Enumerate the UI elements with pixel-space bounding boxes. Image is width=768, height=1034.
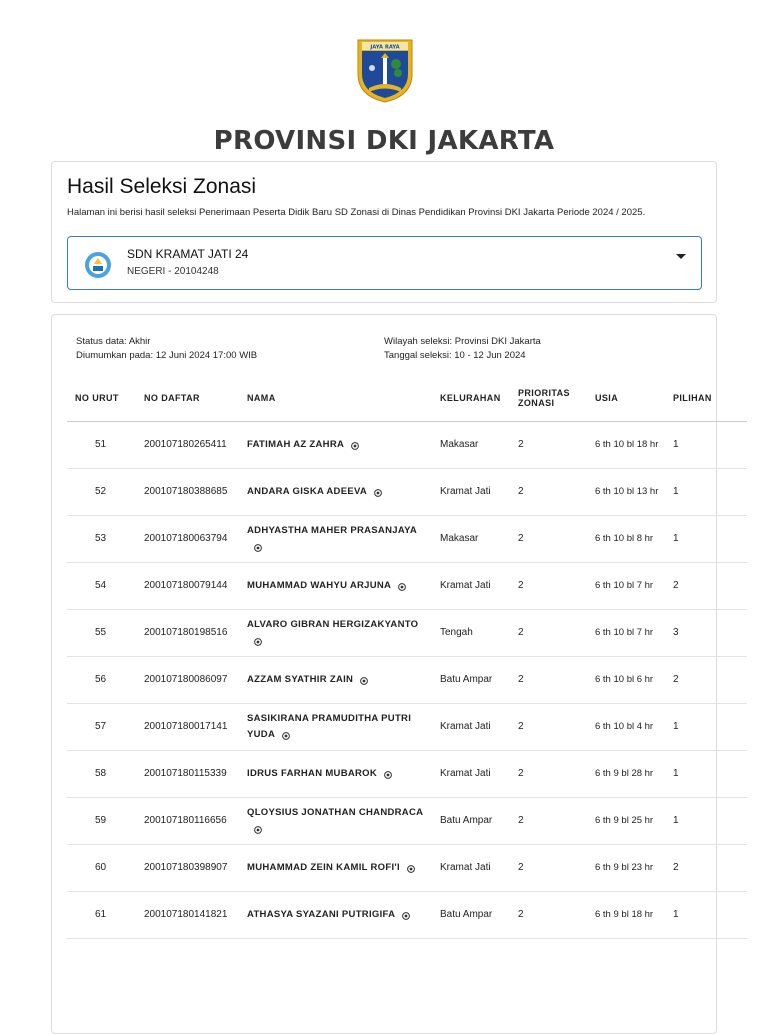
cell-usia: 6 th 10 bl 7 hr: [595, 610, 673, 657]
student-name: MUHAMMAD ZEIN KAMIL ROFI'I: [247, 862, 400, 873]
cell-usia: 6 th 10 bl 13 hr: [595, 469, 673, 516]
cell-prioritas: 2: [518, 845, 595, 892]
status-data: Status data: Akhir: [76, 336, 151, 347]
table-row: [67, 422, 747, 469]
cell-no-daftar: 200107180116656: [144, 798, 247, 845]
cell-no-urut: 58: [67, 751, 144, 798]
cell-no-urut: 54: [67, 563, 144, 610]
cell-prioritas: 2: [518, 469, 595, 516]
student-name: ANDARA GISKA ADEEVA: [247, 486, 368, 497]
table-row: [67, 845, 747, 892]
cell-usia: 6 th 10 bl 8 hr: [595, 516, 673, 563]
page-description: Halaman ini berisi hasil seleksi Penerimaan Peserta Didik Baru SD Zonasi di Dinas Pendidikan Provinsi DKI Jakarta Periode 2024 / 2025.: [67, 207, 646, 218]
col-no-daftar[interactable]: NO DAFTAR: [144, 375, 247, 422]
cell-nama: [247, 422, 440, 469]
cell-usia: 6 th 10 bl 18 hr: [595, 422, 673, 469]
table-row: [67, 798, 747, 845]
cell-no-urut: 60: [67, 845, 144, 892]
cell-kelurahan: Batu Ampar: [440, 798, 518, 845]
page-title: Hasil Seleksi Zonasi: [67, 175, 257, 198]
cell-kelurahan: Tengah: [440, 610, 518, 657]
cell-kelurahan: Kramat Jati: [440, 751, 518, 798]
cell-no-daftar: 200107180017141: [144, 704, 247, 751]
cell-kelurahan: Makasar: [440, 422, 518, 469]
cell-usia: 6 th 9 bl 25 hr: [595, 798, 673, 845]
cell-prioritas: 2: [518, 563, 595, 610]
view-detail-icon[interactable]: [253, 636, 263, 644]
view-detail-icon[interactable]: [359, 675, 369, 683]
cell-usia: 6 th 10 bl 6 hr: [595, 657, 673, 704]
cell-usia: 6 th 9 bl 18 hr: [595, 892, 673, 939]
cell-kelurahan: Kramat Jati: [440, 845, 518, 892]
col-prioritas-zonasi[interactable]: PRIORITAS ZONASI: [518, 375, 595, 422]
cell-kelurahan: Makasar: [440, 516, 518, 563]
cell-nama: [247, 516, 440, 563]
col-no-urut[interactable]: NO URUT: [67, 375, 144, 422]
results-table-scroll[interactable]: [67, 375, 712, 975]
cell-no-urut: 53: [67, 516, 144, 563]
cell-no-urut: 55: [67, 610, 144, 657]
cell-prioritas: 2: [518, 751, 595, 798]
announce-date: Diumumkan pada: 12 Juni 2024 17:00 WIB: [76, 350, 258, 361]
cell-nama: [247, 469, 440, 516]
cell-nama: [247, 657, 440, 704]
student-name: ATHASYA SYAZANI PUTRIGIFA: [247, 909, 396, 920]
view-detail-icon[interactable]: [350, 440, 360, 448]
col-nama[interactable]: NAMA: [247, 375, 440, 422]
table-row: [67, 704, 747, 751]
col-usia[interactable]: USIA: [595, 375, 673, 422]
cell-kelurahan: Batu Ampar: [440, 892, 518, 939]
view-detail-icon[interactable]: [406, 863, 416, 871]
cell-no-urut: 52: [67, 469, 144, 516]
school-select[interactable]: [67, 236, 702, 290]
cell-usia: 6 th 10 bl 4 hr: [595, 704, 673, 751]
cell-no-urut: 56: [67, 657, 144, 704]
results-card: [51, 314, 717, 1034]
cell-prioritas: 2: [518, 610, 595, 657]
results-table: [67, 375, 747, 939]
cell-no-daftar: 200107180086097: [144, 657, 247, 704]
table-row: [67, 892, 747, 939]
tut-wuri-handayani-icon: [84, 251, 112, 279]
school-npsn: NEGERI - 20104248: [127, 266, 219, 277]
student-name: IDRUS FARHAN MUBAROK: [247, 768, 378, 779]
table-row: [67, 563, 747, 610]
col-kelurahan[interactable]: KELURAHAN: [440, 375, 518, 422]
table-row: [67, 469, 747, 516]
cell-usia: 6 th 9 bl 28 hr: [595, 751, 673, 798]
cell-kelurahan: Kramat Jati: [440, 563, 518, 610]
view-detail-icon[interactable]: [253, 542, 263, 550]
cell-pilihan: 1: [673, 751, 747, 798]
student-name: MUHAMMAD WAHYU ARJUNA: [247, 580, 392, 591]
cell-nama: [247, 845, 440, 892]
view-detail-icon[interactable]: [383, 769, 393, 777]
table-row: [67, 610, 747, 657]
view-detail-icon[interactable]: [281, 730, 291, 738]
cell-pilihan: 2: [673, 563, 747, 610]
cell-prioritas: 2: [518, 516, 595, 563]
cell-no-urut: 57: [67, 704, 144, 751]
cell-kelurahan: Kramat Jati: [440, 469, 518, 516]
cell-pilihan: 2: [673, 845, 747, 892]
province-title: PROVINSI DKI JAKARTA: [213, 126, 555, 156]
student-name: ADHYASTHA MAHER PRASANJAYA: [247, 525, 418, 536]
cell-no-daftar: 200107180265411: [144, 422, 247, 469]
cell-pilihan: 1: [673, 516, 747, 563]
cell-nama: [247, 610, 440, 657]
cell-pilihan: 1: [673, 892, 747, 939]
cell-no-urut: 59: [67, 798, 144, 845]
crest-motto: JAYA RAYA: [370, 44, 400, 51]
view-detail-icon[interactable]: [253, 824, 263, 832]
cell-pilihan: 1: [673, 798, 747, 845]
cell-no-urut: 51: [67, 422, 144, 469]
table-header-row: [67, 375, 747, 422]
cell-prioritas: 2: [518, 422, 595, 469]
cell-prioritas: 2: [518, 704, 595, 751]
view-detail-icon[interactable]: [397, 581, 407, 589]
student-name: ALVARO GIBRAN HERGIZAKYANTO: [247, 619, 419, 630]
caret-down-icon[interactable]: [675, 251, 687, 261]
cell-no-daftar: 200107180115339: [144, 751, 247, 798]
cell-pilihan: 2: [673, 657, 747, 704]
cell-no-daftar: 200107180398907: [144, 845, 247, 892]
cell-nama: [247, 563, 440, 610]
cell-no-daftar: 200107180388685: [144, 469, 247, 516]
table-row: [67, 751, 747, 798]
selection-region: Wilayah seleksi: Provinsi DKI Jakarta: [384, 336, 541, 347]
cell-no-daftar: 200107180063794: [144, 516, 247, 563]
cell-pilihan: 1: [673, 422, 747, 469]
cell-prioritas: 2: [518, 798, 595, 845]
table-row: [67, 657, 747, 704]
cell-nama: [247, 892, 440, 939]
col-pilihan[interactable]: PILIHAN: [673, 375, 747, 422]
student-name: SASIKIRANA PRAMUDITHA PUTRI YUDA: [247, 713, 412, 740]
cell-pilihan: 3: [673, 610, 747, 657]
student-name: FATIMAH AZ ZAHRA: [247, 439, 345, 450]
cell-usia: 6 th 9 bl 23 hr: [595, 845, 673, 892]
cell-prioritas: 2: [518, 892, 595, 939]
cell-nama: [247, 798, 440, 845]
jakarta-crest-logo: [356, 38, 414, 104]
view-detail-icon[interactable]: [373, 487, 383, 495]
selection-info-card: [51, 161, 717, 303]
student-name: QLOYSIUS JONATHAN CHANDRACA: [247, 807, 424, 818]
cell-no-urut: 61: [67, 892, 144, 939]
cell-no-daftar: 200107180141821: [144, 892, 247, 939]
selection-date: Tanggal seleksi: 10 - 12 Jun 2024: [384, 350, 526, 361]
school-name: SDN KRAMAT JATI 24: [127, 247, 249, 261]
cell-nama: [247, 751, 440, 798]
cell-pilihan: 1: [673, 704, 747, 751]
student-name: AZZAM SYATHIR ZAIN: [247, 674, 354, 685]
cell-kelurahan: Kramat Jati: [440, 704, 518, 751]
cell-no-daftar: 200107180198516: [144, 610, 247, 657]
cell-pilihan: 1: [673, 469, 747, 516]
cell-no-daftar: 200107180079144: [144, 563, 247, 610]
cell-kelurahan: Batu Ampar: [440, 657, 518, 704]
cell-usia: 6 th 10 bl 7 hr: [595, 563, 673, 610]
table-row: [67, 516, 747, 563]
view-detail-icon[interactable]: [401, 910, 411, 918]
cell-nama: [247, 704, 440, 751]
cell-prioritas: 2: [518, 657, 595, 704]
